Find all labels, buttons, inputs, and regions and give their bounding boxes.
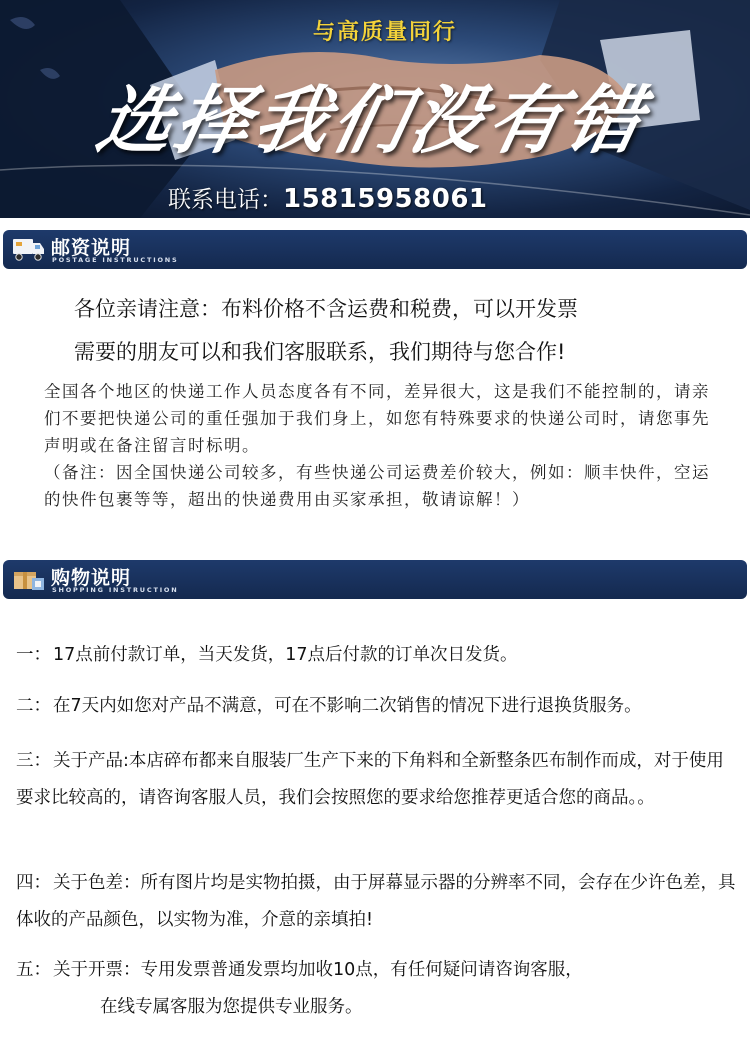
item-text: 17点前付款订单，当天发货，17点后付款的订单次日发货。 <box>53 645 518 665</box>
package-icon <box>12 565 46 593</box>
shopping-item-4 <box>16 865 740 939</box>
postage-title: 邮资说明 <box>51 237 132 259</box>
item-number: 五： <box>16 960 51 980</box>
item-text: 关于色差：所有图片均是实物拍摄，由于屏幕显示器的分辨率不同，会存在少许色差，具体收的产品颜色，以实物为准，介意的亲填拍! <box>16 873 736 930</box>
item-number: 一： <box>16 645 51 665</box>
item-number: 二： <box>16 696 51 716</box>
item-number: 三： <box>16 751 51 771</box>
banner-slogan: 选择我们没有错 <box>89 78 654 164</box>
item-text: 关于产品:本店碎布都来自服装厂生产下来的下角料和全新整条匹布制作而成，对于使用要求比较高的，请咨询客服人员，我们会按照您的要求给您推荐更适合您的商品。。 <box>16 751 724 808</box>
item-text: 在7天内如您对产品不满意，可在不影响二次销售的情况下进行退换货服务。 <box>53 696 642 716</box>
postage-header <box>3 230 747 269</box>
postage-subtitle: POSTAGE INSTRUCTIONS <box>52 256 179 264</box>
postage-body <box>44 378 724 513</box>
shopping-subtitle: SHOPPING INSTRUCTION <box>52 586 179 594</box>
item-number: 四： <box>16 873 51 893</box>
shopping-item-1 <box>16 637 740 674</box>
phone-label: 联系电话： <box>168 187 283 213</box>
notice-line-2: 需要的朋友可以和我们客服联系，我们期待与您合作! <box>74 340 566 364</box>
phone-number: 15815958061 <box>283 184 488 214</box>
shopping-item-3 <box>16 743 740 817</box>
shopping-header <box>3 560 747 599</box>
top-banner <box>0 0 750 218</box>
notice-line-1: 各位亲请注意：布料价格不含运费和税费，可以开发票 <box>74 297 578 321</box>
item-text: 关于开票：专用发票普通发票均加收10点，有任何疑问请咨询客服， <box>53 960 583 980</box>
item-text-continued: 在线专属客服为您提供专业服务。 <box>100 997 363 1017</box>
shopping-item-2 <box>16 688 740 725</box>
shopping-title: 购物说明 <box>51 567 132 589</box>
contact-phone <box>168 181 488 214</box>
banner-tagline: 与高质量同行 <box>312 20 457 45</box>
shopping-item-5 <box>16 952 740 1026</box>
postage-paragraph: 全国各个地区的快递工作人员态度各有不同，差异很大，这是我们不能控制的，请亲们不要把快递公司的重任强加于我们身上，如您有特殊要求的快递公司时，请您事先声明或在备注留言时标明。 <box>44 382 710 455</box>
postage-note: （备注：因全国快递公司较多，有些快递公司运费差价较大，例如：顺丰快件，空运的快件包裹等等，超出的快递费用由买家承担，敬请谅解！） <box>44 463 710 509</box>
truck-icon <box>12 235 46 263</box>
